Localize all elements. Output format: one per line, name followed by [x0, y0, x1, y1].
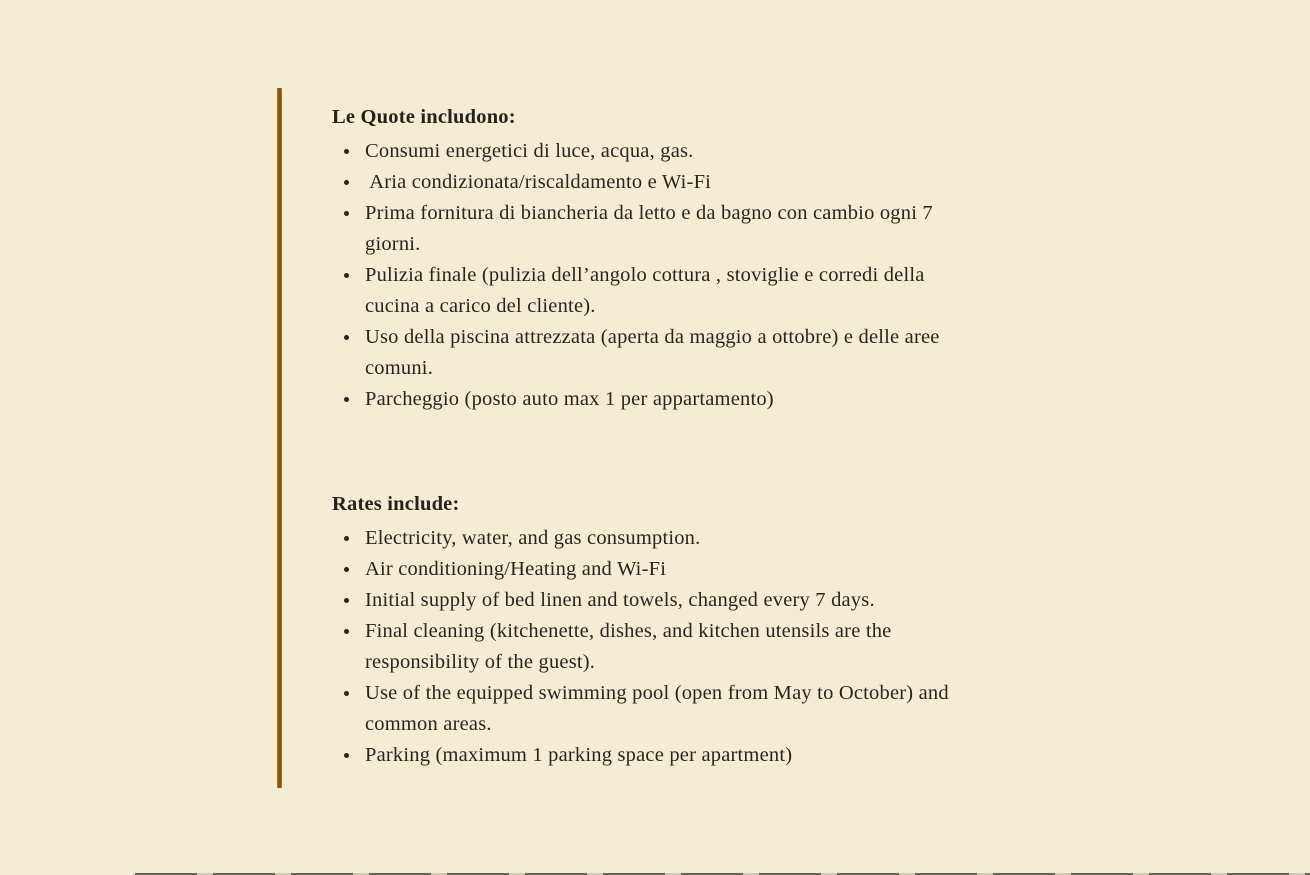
list-item-text: responsibility of the guest). — [365, 651, 596, 673]
list-item — [332, 554, 1078, 585]
bullet-list-italian — [332, 136, 1078, 415]
list-item — [332, 167, 1078, 198]
list-item-text: Electricity, water, and gas consumption. — [365, 527, 701, 549]
list-item — [332, 678, 1078, 740]
list-item — [332, 616, 1078, 678]
list-item-text: common areas. — [365, 713, 492, 735]
bullet-icon — [344, 753, 349, 758]
list-item-text: cucina a carico del cliente). — [365, 295, 596, 317]
section-title-italian: Le Quote includono: — [332, 106, 516, 128]
bullet-icon — [344, 397, 349, 402]
list-item-text: Parcheggio (posto auto max 1 per appartamento) — [365, 388, 774, 410]
section-title-english: Rates include: — [332, 493, 460, 515]
bullet-icon — [344, 536, 349, 541]
list-item — [332, 585, 1078, 616]
bullet-icon — [344, 598, 349, 603]
bullet-icon — [344, 567, 349, 572]
vertical-accent-rule — [277, 88, 282, 788]
list-item — [332, 384, 1078, 415]
list-item-text: Consumi energetici di luce, acqua, gas. — [365, 140, 694, 162]
bullet-icon — [344, 629, 349, 634]
list-item — [332, 198, 1078, 260]
list-item-text: Use of the equipped swimming pool (open from May to October) and — [365, 682, 949, 704]
list-item-text: Pulizia finale (pulizia dell’angolo cottura , stoviglie e corredi della — [365, 264, 925, 286]
bullet-icon — [344, 273, 349, 278]
list-item-text: Parking (maximum 1 parking space per apartment) — [365, 744, 793, 766]
bullet-icon — [344, 691, 349, 696]
list-item — [332, 136, 1078, 167]
list-item-text: Uso della piscina attrezzata (aperta da maggio a ottobre) e delle aree — [365, 326, 940, 348]
bullet-icon — [344, 211, 349, 216]
list-item — [332, 260, 1078, 322]
bullet-icon — [344, 149, 349, 154]
bullet-icon — [344, 180, 349, 185]
list-item — [332, 523, 1078, 554]
content-column — [332, 102, 1078, 771]
list-item-text: Initial supply of bed linen and towels, changed every 7 days. — [365, 589, 875, 611]
list-item-text: giorni. — [365, 233, 421, 255]
list-item-text: Aria condizionata/riscaldamento e Wi-Fi — [365, 171, 712, 193]
section-rates-italian — [332, 102, 1078, 415]
section-rates-english — [332, 489, 1078, 771]
list-item-text: Prima fornitura di biancheria da letto e da bagno con cambio ogni 7 — [365, 202, 933, 224]
list-item-text: Final cleaning (kitchenette, dishes, and kitchen utensils are the — [365, 620, 892, 642]
bullet-list-english — [332, 523, 1078, 771]
list-item-text: comuni. — [365, 357, 434, 379]
list-item — [332, 740, 1078, 771]
bullet-icon — [344, 335, 349, 340]
list-item-text: Air conditioning/Heating and Wi-Fi — [365, 558, 667, 580]
list-item — [332, 322, 1078, 384]
